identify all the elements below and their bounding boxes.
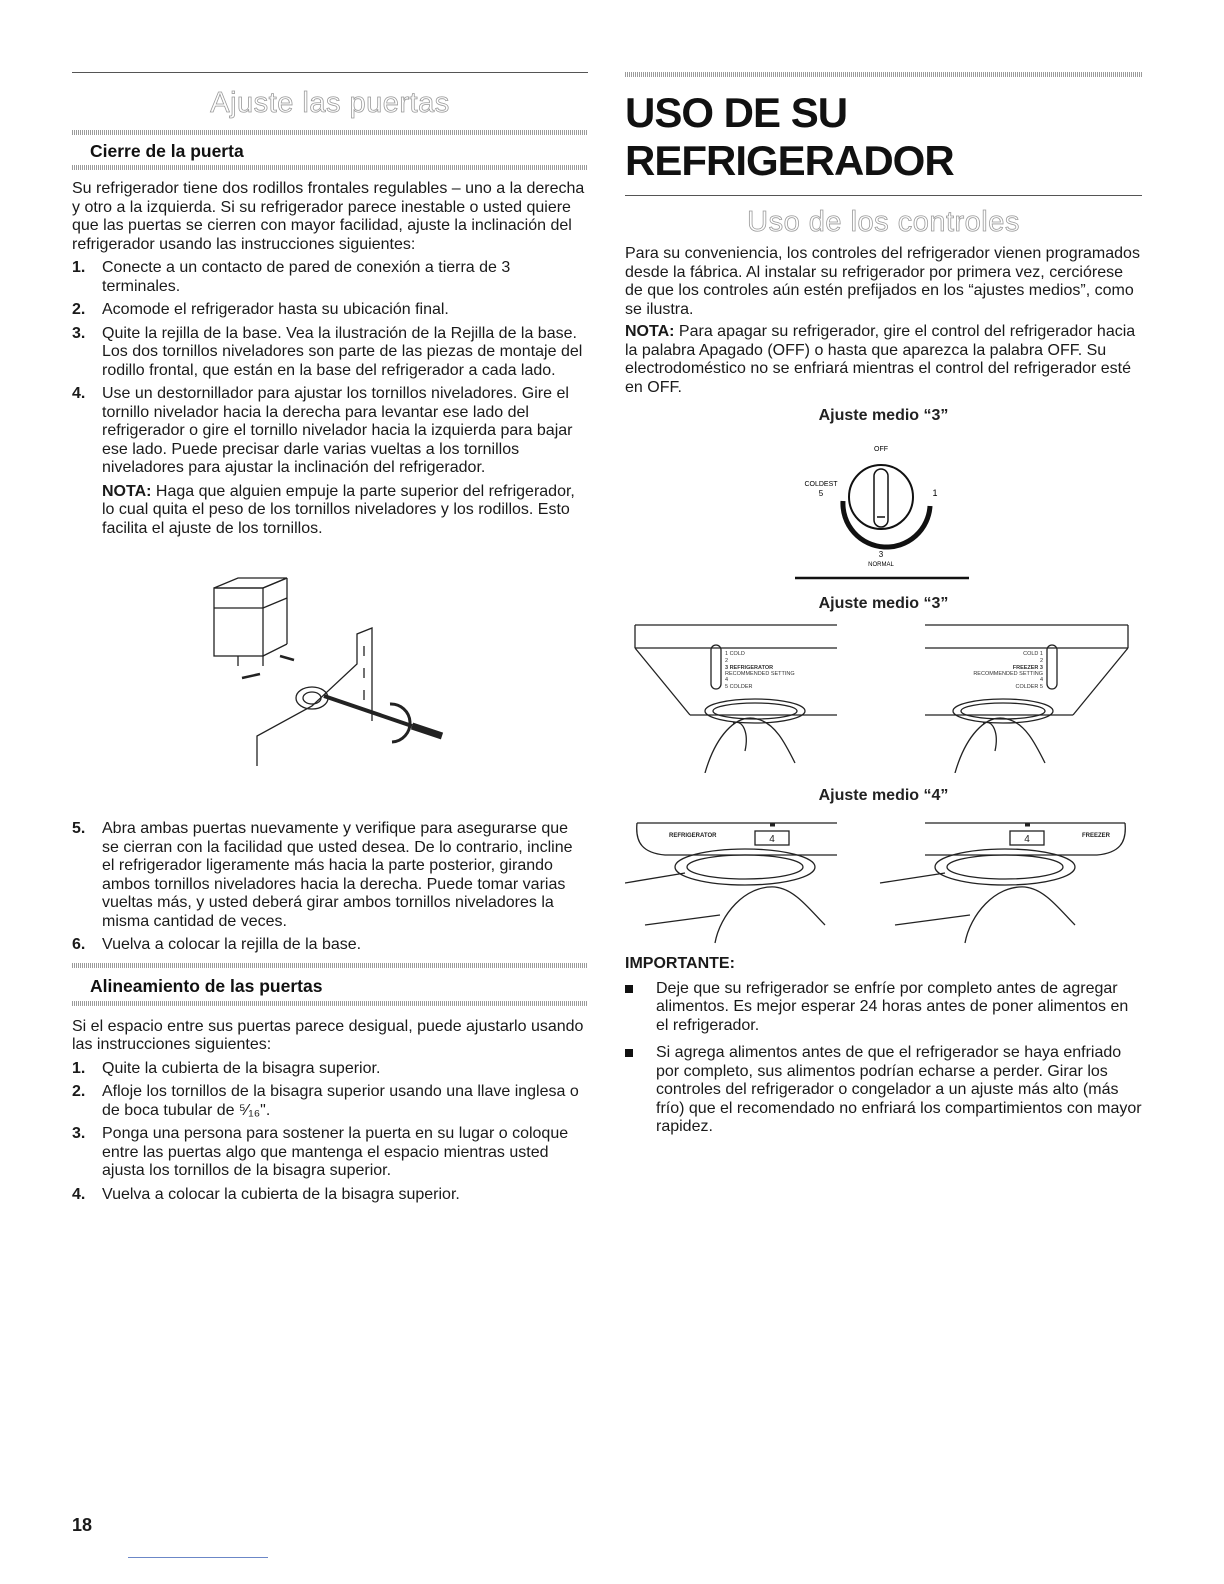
divider <box>72 1001 588 1006</box>
bullet-square-icon <box>625 985 633 993</box>
page-title: USO DE SU REFRIGERADOR <box>625 89 954 184</box>
left-column <box>72 72 588 1209</box>
subsection-title: Alineamiento de las puertas <box>90 975 323 996</box>
list-item: 4. Use un destornillador para ajustar los tornillos niveladores. Gire el tornillo nivelador hacia la derecha para levantar ese lado del refrigerador o gire el tornillo nivelador hacia la izquierda para bajar ese lado. Puede precisar darle varias vueltas a los tornillos niveladores para ajustar la inclinación del refrigerador. <box>72 385 573 476</box>
list-item: 5. Abra ambas puertas nuevamente y verifique para asegurarse que se cierran con la facilidad que usted desea. De lo contrario, incline el refrigerador ligeramente más hacia la parte posterior, girando ambos tornillos niveladores hacia la derecha. Puede tomar varias vueltas más, y usted deberá girar ambos tornillos niveladores la misma cantidad de veces. <box>72 820 573 930</box>
svg-text:1: 1 <box>932 488 938 498</box>
leveling-screw-illustration <box>72 556 588 796</box>
divider <box>72 165 588 170</box>
title-rule <box>625 195 1142 196</box>
svg-text:4: 4 <box>725 677 729 683</box>
svg-text:2: 2 <box>725 658 729 664</box>
list-item: 1. Quite la cubierta de la bisagra superior. <box>72 1059 381 1077</box>
important-list <box>625 980 1142 1137</box>
list-item: Si agrega alimentos antes de que el refrigerador se haya enfriado por completo, sus alimentos podrían echarse a perder. Girar los controles del refrigerador o congelador a un ajuste más alto (más frío) que el recomendado no enfriará los compartimientos con mayor rapidez. <box>625 1044 1142 1137</box>
list-item: Deje que su refrigerador se enfríe por completo antes de agregar alimentos. Es mejor esperar 24 horas antes de poner alimentos en el refrigerador. <box>625 980 1142 1036</box>
list-item: 3. Quite la rejilla de la base. Vea la ilustración de la Rejilla de la base. Los dos tornillos niveladores son parte de las piezas de montaje del rodillo frontal, que están en la base del refrigerador a cada lado. <box>72 324 583 379</box>
svg-text:4: 4 <box>769 834 775 845</box>
svg-text:COLDEST: COLDEST <box>804 481 838 488</box>
list-item: 6. Vuelva a colocar la rejilla de la base. <box>72 936 362 953</box>
bullet-square-icon <box>625 1049 633 1057</box>
svg-text:4: 4 <box>1039 677 1043 683</box>
steps-list-continued <box>72 820 588 955</box>
svg-text:REFRIGERATOR: REFRIGERATOR <box>669 833 717 839</box>
list-item: 4. Vuelva a colocar la cubierta de la bisagra superior. <box>72 1185 460 1203</box>
figure-caption: Ajuste medio “3” <box>818 407 949 424</box>
right-column <box>625 72 1142 1146</box>
steps-list <box>72 259 588 478</box>
svg-text:FREEZER 3: FREEZER 3 <box>1012 665 1043 671</box>
svg-text:4: 4 <box>1024 834 1030 845</box>
divider <box>72 963 588 968</box>
svg-text:COLD 1: COLD 1 <box>1023 651 1043 657</box>
svg-text:5 COLDER: 5 COLDER <box>725 684 753 690</box>
alignment-steps-list <box>72 1060 588 1205</box>
control-panel-setting-4-illustration <box>625 815 1142 945</box>
list-item: 1. Conecte a un contacto de pared de conexión a tierra de 3 terminales. <box>72 259 511 295</box>
intro-paragraph: Su refrigerador tiene dos rodillos frontales regulables – uno a la derecha y otro a la izquierda. Si su refrigerador parece inestable o usted quiere que las puertas se cierren con mayor facilidad, ajuste la inclinación del refrigerador usando las instrucciones siguientes: <box>72 180 585 253</box>
divider <box>72 130 588 135</box>
svg-text:RECOMMENDED SETTING: RECOMMENDED SETTING <box>973 671 1043 677</box>
intro-paragraph: Si el espacio entre sus puertas parece desigual, puede ajustarlo usando las instrucciones siguientes: <box>72 1017 584 1053</box>
section-heading: Uso de los controles <box>747 206 1020 238</box>
svg-text:NORMAL: NORMAL <box>868 562 894 568</box>
top-rule <box>625 72 1142 77</box>
svg-text:5: 5 <box>818 489 824 498</box>
note-paragraph: NOTA: Para apagar su refrigerador, gire el control del refrigerador hacia la palabra Apagado (OFF) o hasta que aparezca la palabra OFF. Su electrodoméstico no se enfriará mientras el control del refrigerador esté en OFF. <box>625 323 1136 396</box>
note-paragraph: NOTA: Haga que alguien empuje la parte superior del refrigerador, lo cual quita el peso de los tornillos niveladores y los rodillos. Esto facilita el ajuste de los tornillos. <box>102 482 575 537</box>
section-heading: Ajuste las puertas <box>210 87 450 119</box>
list-item: 3. Ponga una persona para sostener la puerta en su lugar o coloque entre las puertas algo que mantenga el espacio mientras usted ajusta los tornillos de la bisagra superior. <box>72 1125 569 1179</box>
svg-text:3 REFRIGERATOR: 3 REFRIGERATOR <box>725 665 774 671</box>
figure-caption: Ajuste medio “4” <box>818 787 949 804</box>
svg-text:OFF: OFF <box>874 446 888 453</box>
figure-caption: Ajuste medio “3” <box>818 595 949 612</box>
svg-text:COLDER 5: COLDER 5 <box>1015 684 1043 690</box>
svg-text:FREEZER: FREEZER <box>1081 833 1110 839</box>
svg-text:2: 2 <box>1039 658 1043 664</box>
top-rule <box>72 72 588 73</box>
important-label: IMPORTANTE: <box>625 955 735 972</box>
intro-paragraph: Para su conveniencia, los controles del refrigerador vienen programados desde la fábrica. Al instalar su refrigerador por primera vez, cerciórese de que los controles aún estén prefijados en los “ajustes medios”, como se ilustra. <box>625 245 1140 318</box>
subsection-title: Cierre de la puerta <box>90 141 244 161</box>
control-panel-setting-3-illustration <box>625 623 1142 773</box>
list-item: 2. Acomode el refrigerador hasta su ubicación final. <box>72 301 449 318</box>
svg-text:RECOMMENDED SETTING: RECOMMENDED SETTING <box>725 671 795 677</box>
svg-text:1 COLD: 1 COLD <box>725 651 745 657</box>
list-item: 2. Afloje los tornillos de la bisagra superior usando una llave inglesa o de boca tubular de ⁵⁄₁₆". <box>72 1083 579 1119</box>
control-dial-illustration <box>625 431 1142 581</box>
footer-link-underline <box>128 1557 268 1558</box>
page-number: 18 <box>72 1515 93 1535</box>
svg-text:3: 3 <box>878 550 884 559</box>
